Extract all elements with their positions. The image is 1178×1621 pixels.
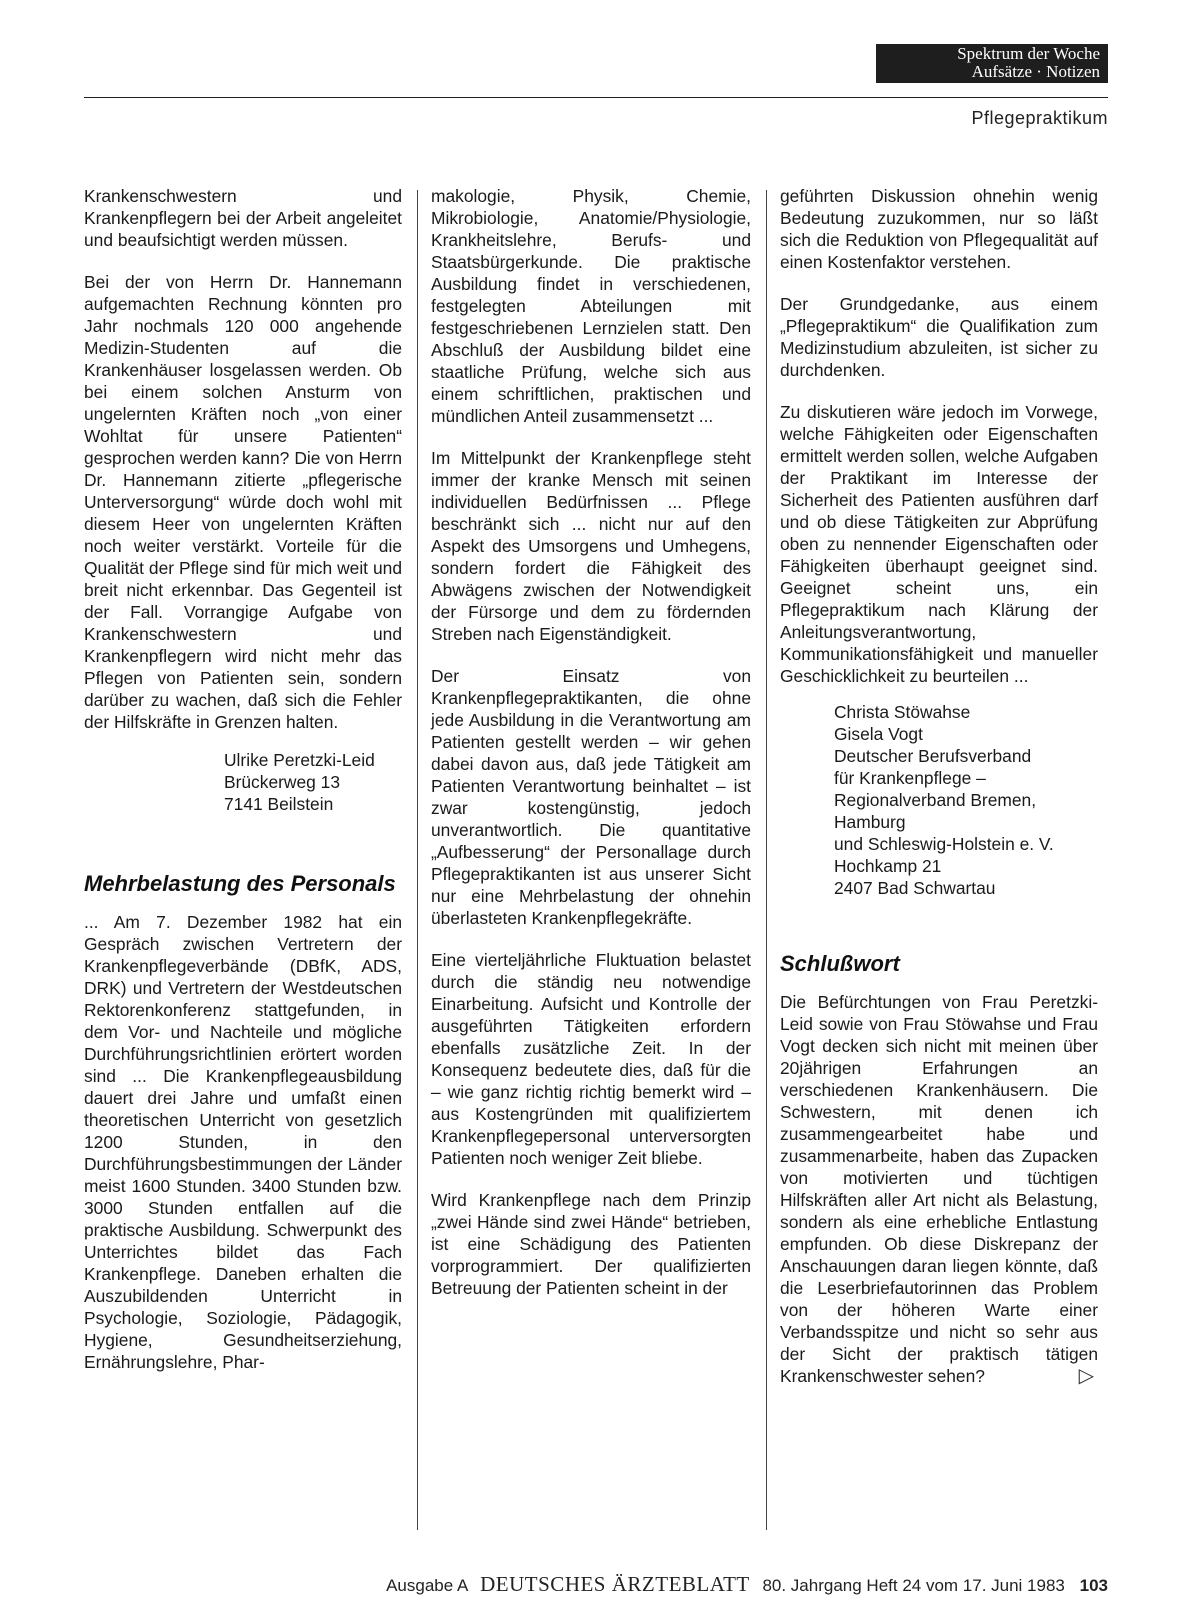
heading-schlusswort: Schlußwort: [780, 951, 900, 976]
col1-paragraph-1: Krankenschwestern und Krankenpflegern bei der Arbeit angeleitet und beaufsichtigt werden müssen.: [84, 186, 402, 250]
badge-line-2: Aufsätze · Notizen: [971, 62, 1100, 81]
column-2: [431, 185, 751, 1319]
column-3: [780, 185, 1098, 1407]
col3-paragraph-2: Der Grundgedanke, aus einem „Pflegepraktikum“ die Qualifikation zum Medizinstudium abzuleiten, ist sicher zu durchdenken.: [780, 294, 1098, 380]
column-divider-1: [417, 190, 418, 1530]
page-footer: [0, 1572, 1108, 1597]
signature-city: 7141 Beilstein: [224, 794, 334, 814]
signature-line: 2407 Bad Schwartau: [834, 878, 996, 898]
section-badge: [876, 44, 1108, 83]
signature-name: Ulrike Peretzki-Leid: [224, 750, 375, 770]
column-1: [84, 185, 402, 1393]
heading-mehrbelastung: Mehrbelastung des Personals: [84, 871, 396, 896]
col2-paragraph-4: Eine vierteljährliche Fluktuation belastet durch die ständig neu notwendige Einarbeitung. Aufsicht und Kontrolle der ausgeführten Tätigkeiten erfordern ebenfalls zusätzliche Zeit. In der Konsequenz bedeutete dies, daß für die – wie ganz richtig richtig bemerkt wird – aus Kostengründen mit qualifiziertem Krankenpflegepersonal unterversorgten Patienten noch weniger Zeit bliebe.: [431, 950, 751, 1168]
page-number: 103: [1079, 1576, 1108, 1595]
signature-street: Brückerweg 13: [224, 772, 340, 792]
signature-line: und Schleswig-Holstein e. V.: [834, 834, 1054, 854]
signature-peretzki: [224, 749, 402, 815]
signature-line: für Krankenpflege –: [834, 768, 986, 788]
badge-line-1: Spektrum der Woche: [957, 44, 1100, 63]
col2-paragraph-2: Im Mittelpunkt der Krankenpflege steht immer der kranke Mensch mit seinen individuellen Bedürfnissen ... Pflege beschränkt sich ... nicht nur auf den Aspekt des Umsorgens und Umhegens, sondern fordert die Fähigkeit des Abwägens zwischen der Notwendigkeit der Fürsorge und dem zu fördernden Streben nach Eigenständigkeit.: [431, 448, 751, 644]
signature-line: Hochkamp 21: [834, 856, 942, 876]
col2-paragraph-5: Wird Krankenpflege nach dem Prinzip „zwei Hände sind zwei Hände“ betrieben, ist eine Schädigung des Patienten vorprogrammiert. Der qualifizierten Betreuung der Patienten scheint in der: [431, 1190, 751, 1298]
signature-line: Gisela Vogt: [834, 724, 923, 744]
signature-line: Christa Stöwahse: [834, 702, 971, 722]
signature-line: Regionalverband Bremen,: [834, 790, 1037, 810]
signature-stoewahse-vogt: [834, 701, 1098, 899]
col2-paragraph-1: makologie, Physik, Chemie, Mikrobiologie, Anatomie/Physiologie, Krankheitslehre, Berufs- und Staatsbürgerkunde. Die praktische Ausbildung findet in verschiedenen, festgelegten Abteilungen mit festgeschriebenen Lernzielen statt. Den Abschluß der Ausbildung bildet eine staatliche Prüfung, welche sich aus einem schriftlichen, praktischen und mündlichen Anteil zusammensetzt ...: [431, 186, 751, 426]
footer-edition: Ausgabe A: [386, 1576, 468, 1595]
col1-paragraph-2: Bei der von Herrn Dr. Hannemann aufgemachten Rechnung könnten pro Jahr nochmals 120 000 angehende Medizin-Studenten auf die Krankenhäuser losgelassen werden. Ob bei einem solchen Ansturm von ungelernten Kräften noch „von einer Wohltat für unsere Patienten“ gesprochen werden kann? Die von Herrn Dr. Hannemann zitierte „pflegerische Unterversorgung“ würde doch wohl mit diesem Heer von ungelernten Kräften noch weiter verstärkt. Vorteile für die Qualität der Pflege sind für mich weit und breit nicht erkennbar. Das Gegenteil ist der Fall. Vorrangige Aufgabe von Krankenschwestern und Krankenpflegern wird nicht mehr das Pflegen von Patienten sein, sondern darüber zu wachen, daß sich die Fehler der Hilfskräfte in Grenzen halten.: [84, 272, 402, 732]
signature-line: Hamburg: [834, 812, 906, 832]
footer-journal: DEUTSCHES ÄRZTEBLATT: [480, 1572, 750, 1596]
col1-paragraph-3: ... Am 7. Dezember 1982 hat ein Gespräch zwischen Vertretern der Krankenpflegeverbände (DBfK, ADS, DRK) und Vertretern der Westdeutschen Rektorenkonferenz stattgefunden, in dem Vor- und Nachteile und mögliche Durchführungsrichtlinien erörtert worden sind ... Die Krankenpflegeausbildung dauert drei Jahre und umfaßt einen theoretischen Unterricht von gesetzlich 1200 Stunden, in den Durchführungsbestimmungen der Länder meist 1600 Stunden. 3400 Stunden bzw. 3000 Stunden entfallen auf die praktische Ausbildung. Schwerpunkt des Unterrichtes bildet das Fach Krankenpflege. Daneben erhalten die Auszubildenden Unterricht in Psychologie, Soziologie, Pädagogik, Hygiene, Gesundheitserziehung, Ernährungslehre, Phar-: [84, 912, 402, 1372]
col2-paragraph-3: Der Einsatz von Krankenpflegepraktikanten, die ohne jede Ausbildung in die Verantwortung am Patienten gestellt werden – wir gehen dabei davon aus, daß jede Tätigkeit am Patienten Verantwortung beinhaltet – ist zwar kostengünstig, jedoch unverantwortlich. Die quantitative „Aufbesserung“ der Personallage durch Pflegepraktikanten ist aus unserer Sicht nur eine Mehrbelastung der ohnehin überlasteten Krankenpflegekräfte.: [431, 666, 751, 928]
continue-arrow-icon: ▷: [1078, 1365, 1094, 1387]
footer-issue: 80. Jahrgang Heft 24 vom 17. Juni 1983: [762, 1576, 1065, 1595]
section-label: Pflegepraktikum: [971, 108, 1108, 128]
col3-paragraph-1: geführten Diskussion ohnehin wenig Bedeutung zuzukommen, nur so läßt sich die Reduktion von Pflegequalität auf einen Kostenfaktor verstehen.: [780, 186, 1098, 272]
column-divider-2: [766, 190, 767, 1530]
col3-paragraph-4: [780, 991, 1098, 1387]
col3-paragraph-3: Zu diskutieren wäre jedoch im Vorwege, welche Fähigkeiten oder Eigenschaften ermittelt werden sollen, welche Aufgaben der Praktikant im Interesse der Sicherheit des Patienten ausführen darf und ob diese Tätigkeiten zur Abprüfung oben zu nennender Eigenschaften oder Fähigkeiten überhaupt geeignet sind. Geeignet scheint uns, ein Pflegepraktikum nach Klärung der Anleitungsverantwortung, Kommunikationsfähigkeit und manueller Geschicklichkeit zu beurteilen ...: [780, 402, 1098, 686]
header-rule: [84, 97, 1108, 98]
col3-paragraph-4-text: Die Befürchtungen von Frau Peretzki-Leid sowie von Frau Stöwahse und Frau Vogt decken sich nicht mit meinen über 20jährigen Erfahrungen an verschiedenen Krankenhäusern. Die Schwestern, mit denen ich zusammengearbeitet habe und zusammenarbeite, haben das Zupacken von motivierten und tüchtigen Hilfskräften aller Art nicht als Belastung, sondern als eine erhebliche Entlastung empfunden. Ob diese Diskrepanz der Anschauungen daran liegen könnte, daß die Leserbriefautorinnen das Problem von der höheren Warte einer Verbandsspitze und nicht so sehr aus der Sicht der praktisch tätigen Krankenschwester sehen?: [780, 992, 1098, 1386]
signature-line: Deutscher Berufsverband: [834, 746, 1032, 766]
